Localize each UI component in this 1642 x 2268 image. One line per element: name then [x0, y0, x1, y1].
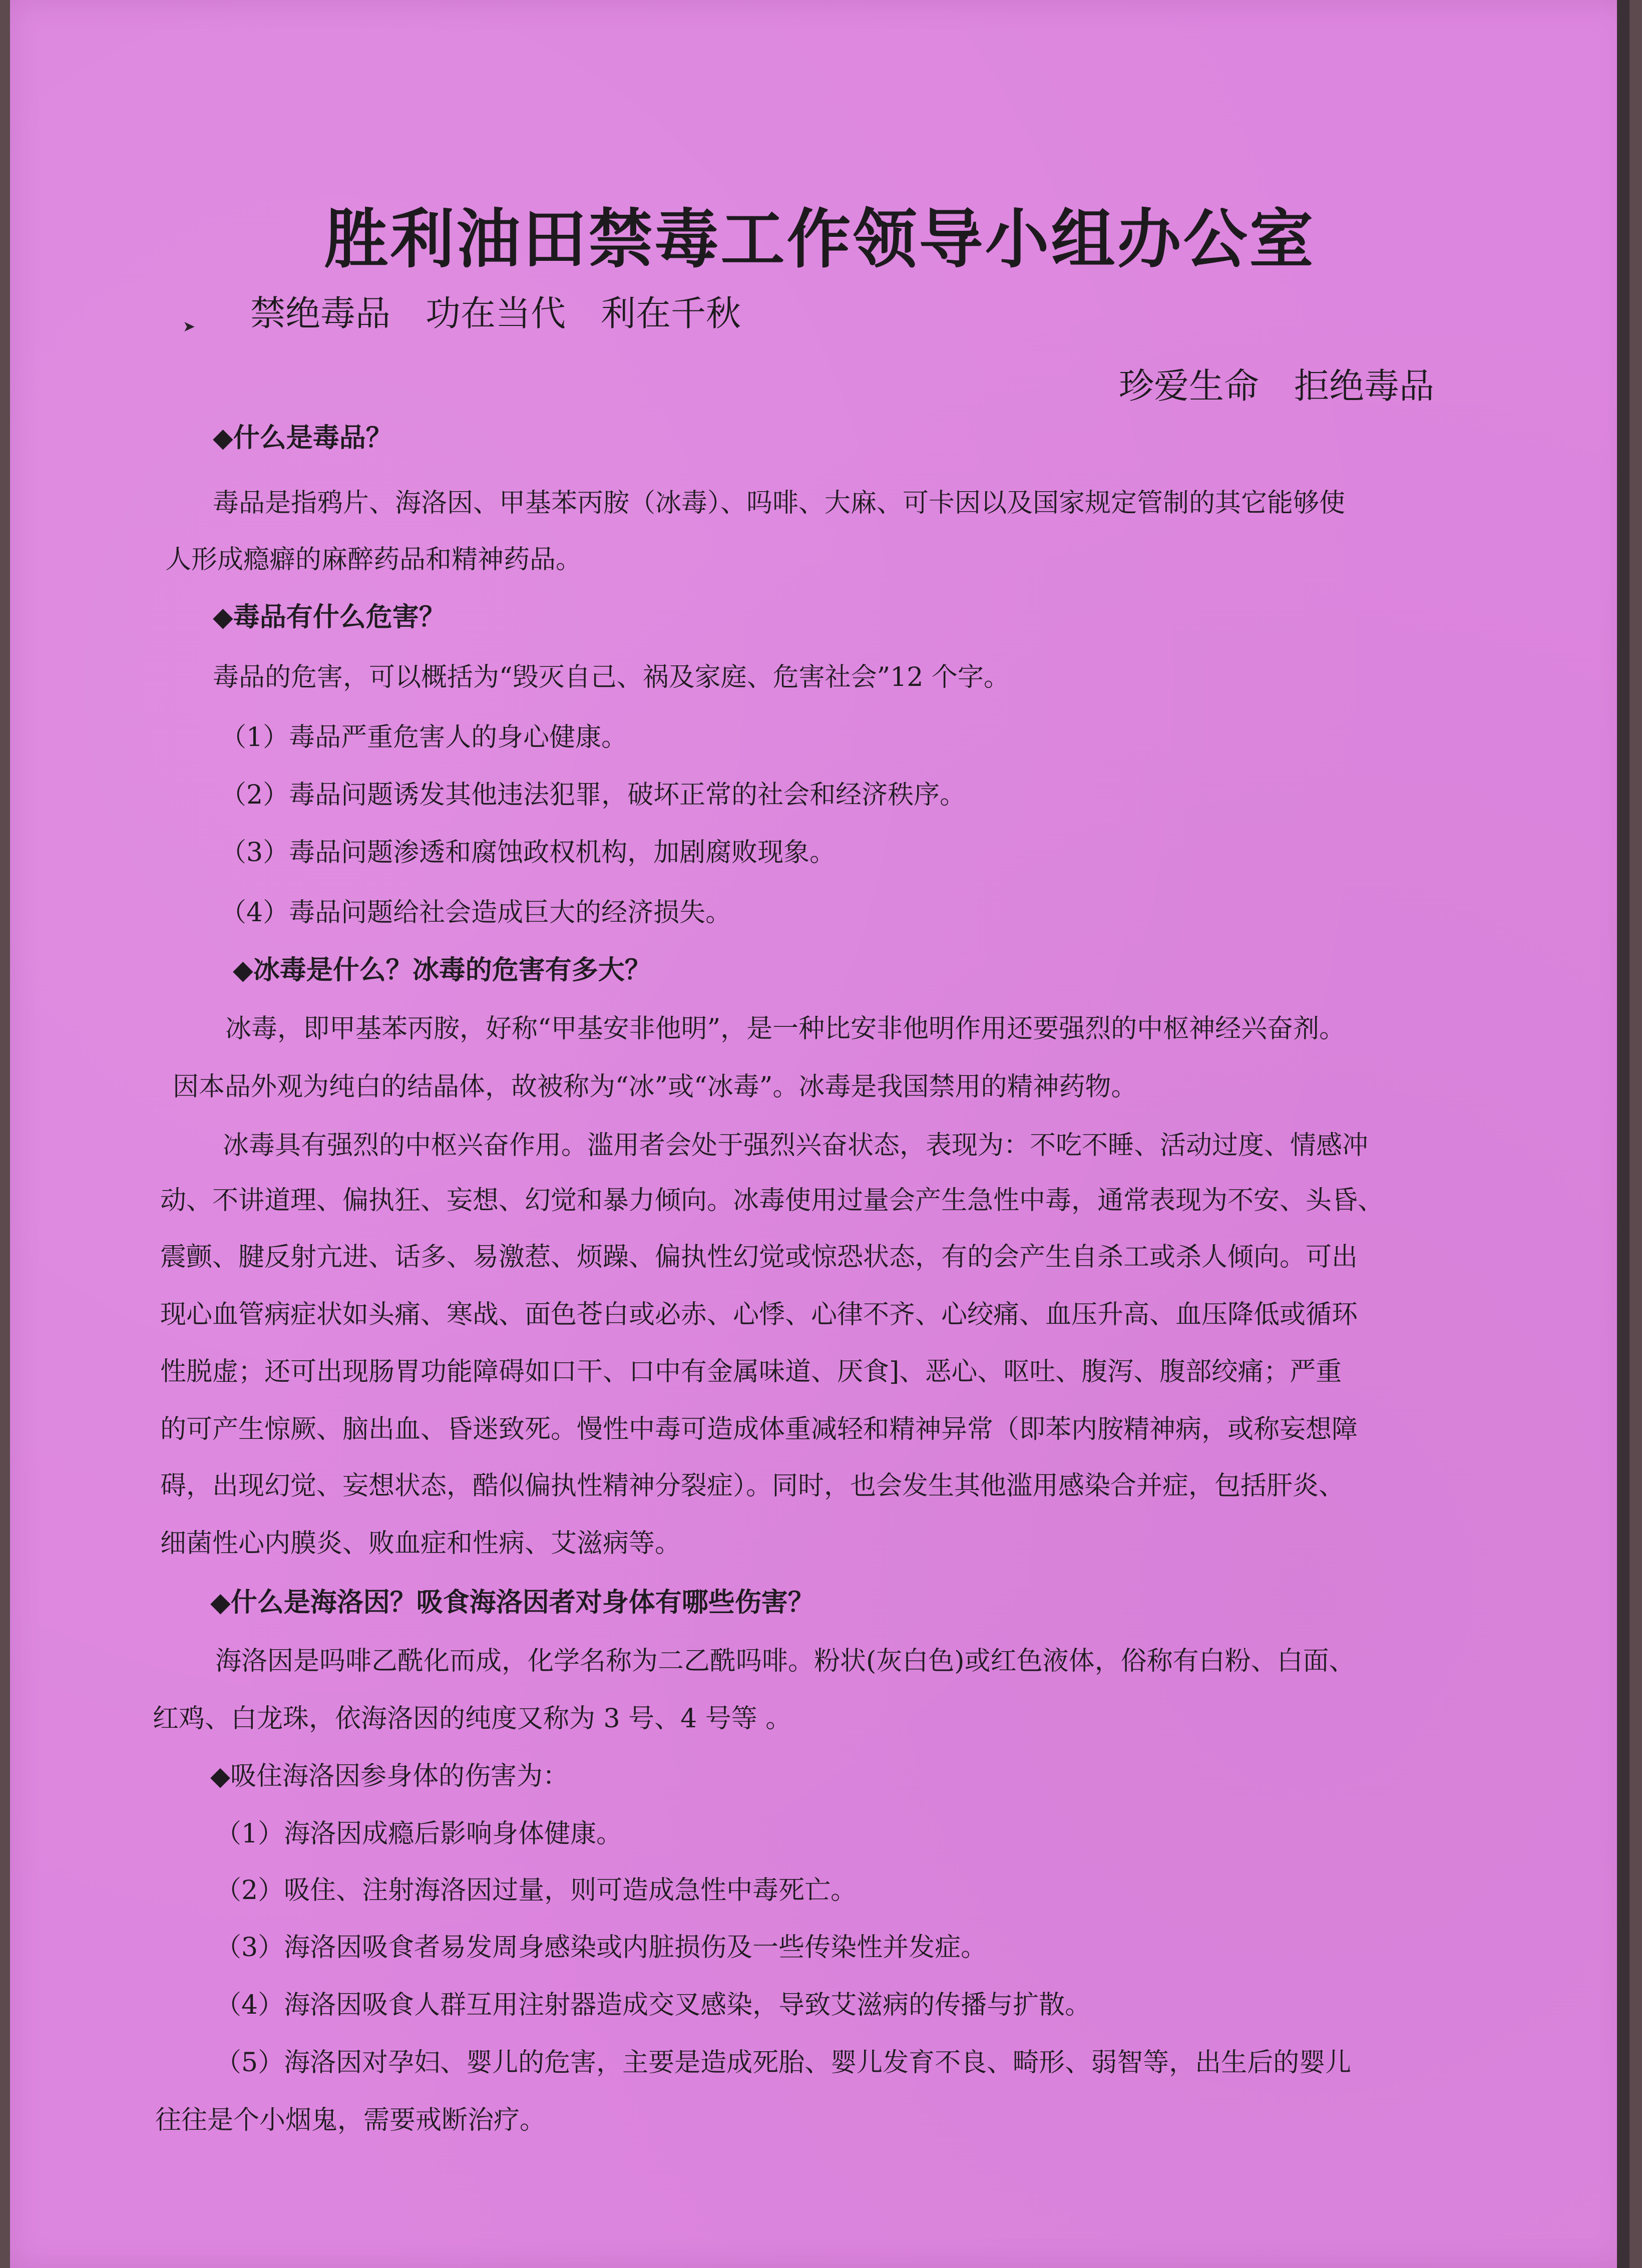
background-edge	[1617, 0, 1629, 2268]
body-line: 红鸡、白龙珠，依海洛因的纯度又称为 3 号、4 号等 。	[153, 1704, 792, 1734]
body-line: 因本品外观为纯白的结晶体，故被称为“冰”或“冰毒”。冰毒是我国禁用的精神药物。	[173, 1072, 1137, 1102]
list-item: （1）海洛因成瘾后影响身体健康。	[215, 1819, 623, 1849]
body-line: 冰毒，即甲基苯丙胺，好称“甲基安非他明”，是一种比安非他明作用还要强烈的中枢神经兴奋剂。	[225, 1014, 1346, 1044]
body-line: 的可产生惊厥、脑出血、昏迷致死。慢性中毒可造成体重减轻和精神异常（即苯内胺精神病，或称妄想障	[160, 1414, 1358, 1444]
list-item: （3）毒品问题渗透和腐蚀政权机构，加剧腐败现象。	[220, 838, 836, 868]
body-line: 人形成瘾癖的麻醉药品和精神药品。	[165, 545, 582, 575]
list-item: （4）海洛因吸食人群互用注射器造成交叉感染，导致艾滋病的传播与扩散。	[215, 1990, 1091, 2020]
list-item: （4）毒品问题给社会造成巨大的经济损失。	[220, 898, 732, 928]
body-line: 细菌性心内膜炎、败血症和性病、艾滋病等。	[160, 1529, 681, 1559]
body-line: 性脱虚；还可出现肠胃功能障碍如口干、口中有金属味道、厌食]、恶心、呕吐、腹泻、腹部绞痛；严重	[160, 1357, 1342, 1387]
slogan-left: 禁绝毒品 功在当代 利在千秋	[250, 293, 741, 334]
body-line: 往往是个小烟鬼，需要戒断治疗。	[155, 2105, 546, 2135]
body-line: 碍，出现幻觉、妄想状态，酷似偏执性精神分裂症）。同时，也会发生其他滥用感染合并症，包括肝炎、	[160, 1471, 1345, 1501]
list-item: （2）毒品问题诱发其他违法犯罪，破坏正常的社会和经济秩序。	[220, 780, 966, 810]
body-line: 冰毒具有强烈的中枢兴奋作用。滥用者会处于强烈兴奋状态，表现为：不吃不睡、活动过度、情感冲	[223, 1130, 1369, 1161]
body-line: 现心血管病症状如头痛、寒战、面色苍白或必赤、心悸、心律不齐、心绞痛、血压升高、血压降低或循环	[160, 1300, 1358, 1330]
heading-drug-harm: ◆毒品有什么危害？	[213, 602, 446, 632]
slogan-right: 珍爱生命 拒绝毒品	[1119, 365, 1434, 407]
list-item: （2）吸住、注射海洛因过量，则可造成急性中毒死亡。	[215, 1875, 857, 1906]
body-line: 海洛因是吗啡乙酰化而成，化学名称为二乙酰吗啡。粉状(灰白色)或红色液体，俗称有白粉、白面、	[215, 1646, 1355, 1676]
body-line: 毒品的危害，可以概括为“毁灭自己、祸及家庭、危害社会”12 个字。	[213, 662, 1010, 692]
list-item: （3）海洛因吸食者易发周身感染或内脏损伤及一些传染性并发症。	[215, 1933, 987, 1963]
subheading-heroin-harm: ◆吸住海洛因参身体的伤害为：	[210, 1761, 569, 1791]
body-line: 震颤、腱反射亢进、话多、易激惹、烦躁、偏执性幻觉或惊恐状态，有的会产生自杀工或杀人倾向。可出	[160, 1242, 1358, 1272]
document-title: 胜利油田禁毒工作领导小组办公室	[324, 202, 1316, 277]
heading-heroin: ◆什么是海洛因？吸食海洛因者对身体有哪些伤害？	[210, 1587, 814, 1618]
body-line: 毒品是指鸦片、海洛因、甲基苯丙胺（冰毒）、吗啡、大麻、可卡因以及国家规定管制的其它能够使	[213, 488, 1346, 518]
list-item: （1）毒品严重危害人的身心健康。	[220, 722, 628, 752]
document-sheet	[10, 0, 1629, 2268]
heading-ice: ◆冰毒是什么？冰毒的危害有多大？	[233, 955, 651, 985]
heading-what-is-drug: ◆什么是毒品？	[213, 423, 392, 453]
body-line: 动、不讲道理、偏执狂、妄想、幻觉和暴力倾向。冰毒使用过量会产生急性中毒，通常表现为不安、头昏、	[160, 1186, 1384, 1216]
stray-mark: ➤	[183, 318, 196, 335]
list-item: （5）海洛因对孕妇、婴儿的危害，主要是造成死胎、婴儿发育不良、畸形、弱智等，出生后的婴儿	[215, 2048, 1352, 2078]
